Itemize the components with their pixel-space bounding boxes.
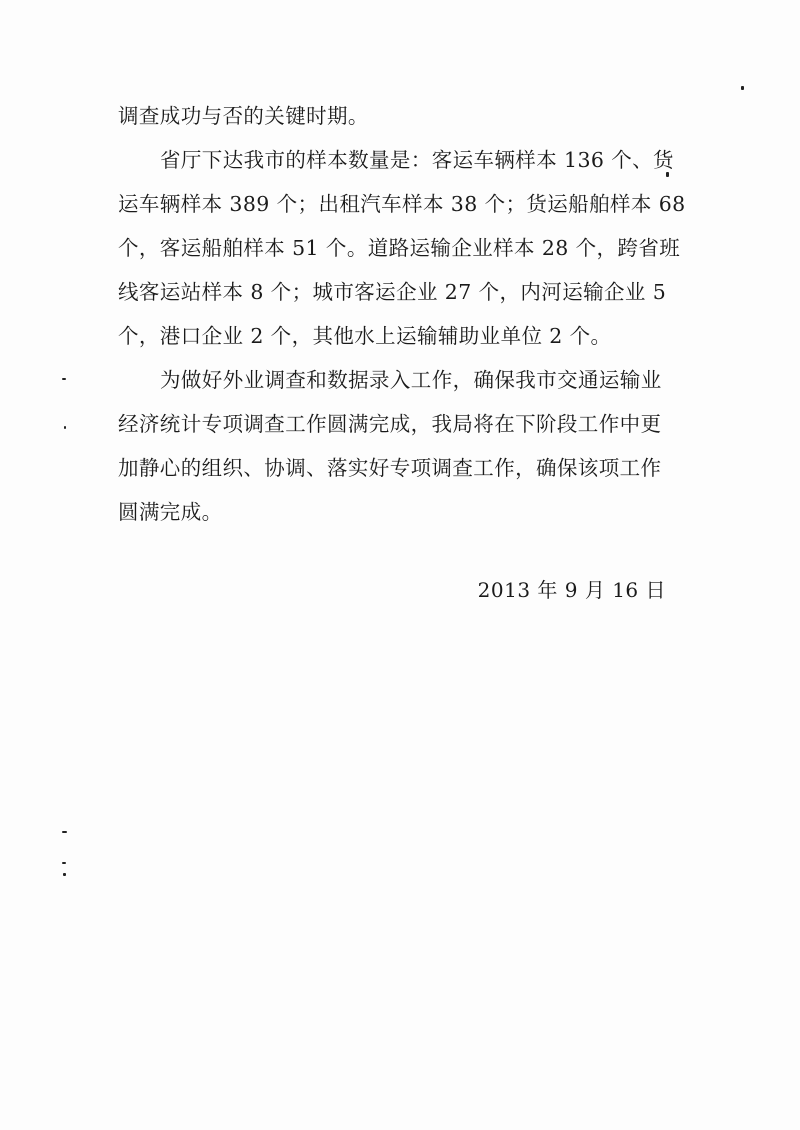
text-line: 省厅下达我市的样本数量是：客运车辆样本 136 个、货 bbox=[160, 148, 674, 172]
text-line: 线客运站样本 8 个；城市客运企业 27 个，内河运输企业 5 bbox=[118, 280, 667, 304]
scan-speck bbox=[64, 426, 66, 429]
text-line: 调查成功与否的关键时期。 bbox=[118, 104, 369, 128]
text-line: 运车辆样本 389 个；出租汽车样本 38 个；货运船舶样本 68 bbox=[118, 192, 686, 216]
text-line: 圆满完成。 bbox=[118, 500, 223, 524]
text-line: 为做好外业调查和数据录入工作，确保我市交通运输业 bbox=[160, 368, 662, 392]
scan-speck bbox=[62, 862, 66, 864]
text-line: 个，客运船舶样本 51 个。道路运输企业样本 28 个，跨省班 bbox=[118, 236, 681, 260]
text-line: 个，港口企业 2 个，其他水上运输辅助业单位 2 个。 bbox=[118, 324, 612, 348]
document-body bbox=[118, 94, 686, 534]
scan-speck bbox=[741, 86, 744, 90]
scan-speck bbox=[62, 831, 67, 833]
text-line: 加静心的组织、协调、落实好专项调查工作，确保该项工作 bbox=[118, 456, 662, 480]
scan-speck bbox=[666, 172, 669, 177]
scan-speck bbox=[63, 873, 66, 876]
document-date: 2013 年 9 月 16 日 bbox=[477, 578, 666, 602]
scan-speck bbox=[62, 378, 66, 380]
text-line: 经济统计专项调查工作圆满完成，我局将在下阶段工作中更 bbox=[118, 412, 662, 436]
